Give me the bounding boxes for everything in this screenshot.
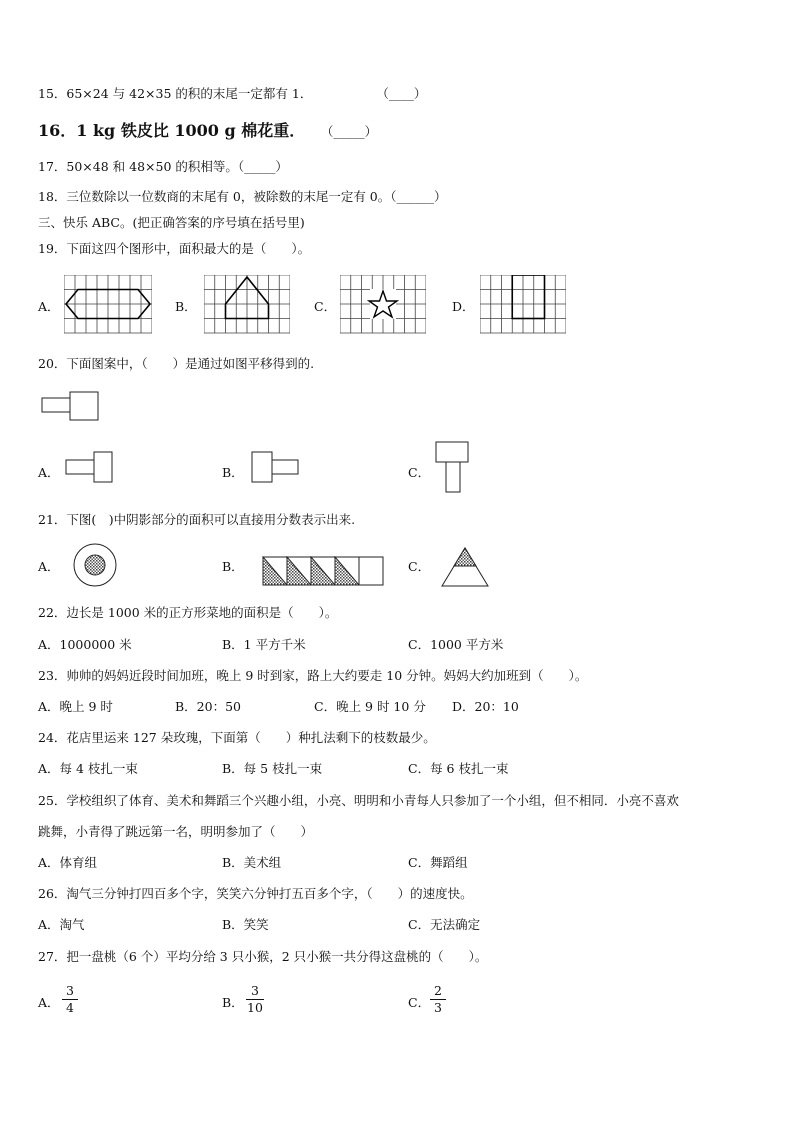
option-a-label[interactable]: A． xyxy=(38,559,60,574)
question-25-line-1: 25．学校组织了体育、美术和舞蹈三个兴趣小组，小亮、明明和小青每人只参加了一个小组，但不相同．小亮不喜欢 xyxy=(38,793,679,808)
question-16 xyxy=(38,118,377,141)
option-d-label[interactable]: D． xyxy=(452,299,475,314)
option-c[interactable]: C．无法确定 xyxy=(408,917,481,932)
question-25-line-2: 跳舞，小青得了跳远第一名，明明参加了（ ） xyxy=(38,824,314,839)
option-b-label[interactable]: B． xyxy=(222,559,244,574)
option-a-label[interactable]: A． xyxy=(38,299,60,314)
option-b-label[interactable]: B． xyxy=(222,465,244,480)
option-c[interactable]: C．晚上 9 时 10 分 xyxy=(314,699,426,714)
question-22: 22．边长是 1000 米的正方形菜地的面积是（ ）。 xyxy=(38,605,338,620)
question-18: 18．三位数除以一位数商的末尾有 0，被除数的末尾一定有 0。（______） xyxy=(38,189,447,204)
numerator: 3 xyxy=(246,983,264,1000)
option-b[interactable]: B．美术组 xyxy=(222,855,282,870)
option-b-label[interactable]: B． xyxy=(175,299,197,314)
question-24: 24．花店里运来 127 朵玫瑰，下面第（ ）种扎法剩下的枝数最少。 xyxy=(38,730,436,745)
option-c-label[interactable]: C． xyxy=(408,465,431,480)
numerator: 2 xyxy=(430,983,446,1000)
option-b[interactable]: B．1 平方千米 xyxy=(222,637,306,652)
t-shape-option-b xyxy=(250,450,302,486)
grid-figure-rectangle xyxy=(480,275,566,335)
denominator: 10 xyxy=(247,1000,263,1015)
option-b[interactable]: B．笑笑 xyxy=(222,917,269,932)
ring-figure xyxy=(72,542,118,588)
t-shape-option-a xyxy=(64,450,116,486)
grid-figure-hexagon xyxy=(64,275,152,335)
section-heading: 三、快乐 ABC。(把正确答案的序号填在括号里) xyxy=(38,215,305,230)
option-c-label[interactable]: C． xyxy=(408,559,431,574)
question-20: 20．下面图案中，（ ）是通过如图平移得到的. xyxy=(38,356,315,371)
option-c[interactable]: C．舞蹈组 xyxy=(408,855,468,870)
question-19: 19．下面这四个图形中，面积最大的是（ ）。 xyxy=(38,241,311,256)
t-shape-option-c xyxy=(432,440,472,496)
option-c-label[interactable]: C． xyxy=(408,995,431,1010)
numerator: 3 xyxy=(62,983,78,1000)
denominator: 4 xyxy=(66,1000,74,1015)
question-15 xyxy=(38,84,426,102)
option-a[interactable]: A．每 4 枝扎一束 xyxy=(38,761,138,776)
option-d[interactable]: D．20：10 xyxy=(452,699,519,714)
option-b[interactable]: B．每 5 枝扎一束 xyxy=(222,761,323,776)
fraction-option-c xyxy=(430,983,446,1016)
fraction-option-a xyxy=(62,983,78,1016)
question-16-text: 16．1 kg 铁皮比 1000 g 棉花重． xyxy=(38,121,306,140)
strip-figure xyxy=(262,556,384,588)
option-a-label[interactable]: A． xyxy=(38,465,60,480)
option-c[interactable]: C．1000 平方米 xyxy=(408,637,504,652)
denominator: 3 xyxy=(434,1000,442,1015)
option-c[interactable]: C．每 6 枝扎一束 xyxy=(408,761,509,776)
question-21: 21．下图( )中阴影部分的面积可以直接用分数表示出来. xyxy=(38,512,356,527)
option-a[interactable]: A．1000000 米 xyxy=(38,637,132,652)
option-a-label[interactable]: A． xyxy=(38,995,60,1010)
option-c-label[interactable]: C． xyxy=(314,299,337,314)
triangle-figure xyxy=(440,546,490,588)
grid-figure-star xyxy=(340,275,426,335)
t-shape-original xyxy=(40,390,102,424)
option-b[interactable]: B．20：50 xyxy=(175,699,241,714)
option-a[interactable]: A．晚上 9 时 xyxy=(38,699,113,714)
question-26: 26．淘气三分钟打四百多个字，笑笑六分钟打五百多个字，（ ）的速度快。 xyxy=(38,886,473,901)
option-a[interactable]: A．淘气 xyxy=(38,917,85,932)
option-a[interactable]: A．体育组 xyxy=(38,855,98,870)
question-27: 27．把一盘桃（6 个）平均分给 3 只小猴，2 只小猴一共分得这盘桃的（ ）。 xyxy=(38,949,488,964)
question-15-text: 15．65×24 与 42×35 的积的末尾一定都有 1． xyxy=(38,86,313,101)
question-17: 17．50×48 和 48×50 的积相等。（_____） xyxy=(38,159,288,174)
fraction-option-b xyxy=(246,983,264,1016)
answer-blank[interactable]: （_____） xyxy=(320,124,378,139)
question-23: 23．帅帅的妈妈近段时间加班，晚上 9 时到家，路上大约要走 10 分钟。妈妈大约加班到（ ）。 xyxy=(38,668,588,683)
option-b-label[interactable]: B． xyxy=(222,995,244,1010)
grid-figure-house xyxy=(204,275,290,335)
answer-blank[interactable]: （____） xyxy=(376,86,427,101)
